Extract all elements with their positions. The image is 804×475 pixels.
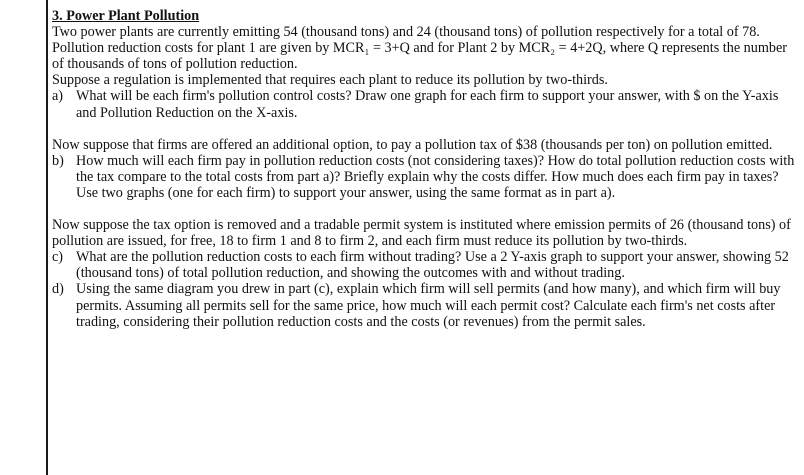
question-a [52,88,800,120]
permit-paragraph: Now suppose the tax option is removed and a tradable permit system is instituted where emission permits of 26 (thousand tons) of pollution are issued, for free, 18 to firm 1 and 8 to firm 2, and each firm must reduce its pollution by two-thirds. [52,217,791,250]
left-margin-rule [46,0,48,475]
regulation-sentence: Suppose a regulation is implemented that requires each plant to reduce its pollution by two-thirds. [52,72,608,89]
problem-content [52,8,800,330]
question-c [52,249,800,281]
question-a-text: What will be each firm's pollution control costs? Draw one graph for each firm to support your answer, with $ on the Y-axis and Pollution Reduction on the X-axis. [76,88,779,121]
question-b [52,153,800,201]
question-b-text: How much will each firm pay in pollution reduction costs (not considering taxes)? How do total pollution reduction costs with the tax compare to the total costs from part a)? Briefly explain why the costs differ. How much does each firm pay in taxes? Use two graphs (one for each firm) to support your answer, using the same format as in part a). [76,152,795,201]
question-a-label: a) [52,88,64,105]
spacer [52,121,800,137]
spacer [52,201,800,217]
question-b-label: b) [52,152,64,169]
question-c-label: c) [52,249,64,266]
question-d-label: d) [52,281,64,298]
question-d-text: Using the same diagram you drew in part (c), explain which firm will sell permits (and how many), and which firm will buy permits. Assuming all permits sell for the same price, how much will each permit cost? Calculate each firm's net costs after trading, considering their pollution reduction costs and the costs (or revenues) from the permit sales. [76,281,781,330]
intro-paragraph: Two power plants are currently emitting 54 (thousand tons) and 24 (thousand tons) of pollution respectively for a total of 78. Pollution reduction costs for plant 1 are given by MCR₁ = 3+Q and for Plant 2 by MCR₂ = 4+2Q, where Q represents the number of thousands of tons of pollution reduction. [52,24,787,73]
question-d [52,281,800,329]
problem-title: 3. Power Plant Pollution [52,8,200,24]
tax-paragraph: Now suppose that firms are offered an additional option, to pay a pollution tax of $38 (thousands per ton) on pollution emitted. [52,136,773,153]
question-c-text: What are the pollution reduction costs to each firm without trading? Use a 2 Y-axis graph to support your answer, showing 52 (thousand tons) of total pollution reduction, and showing the outcomes with and without trading. [76,249,789,282]
